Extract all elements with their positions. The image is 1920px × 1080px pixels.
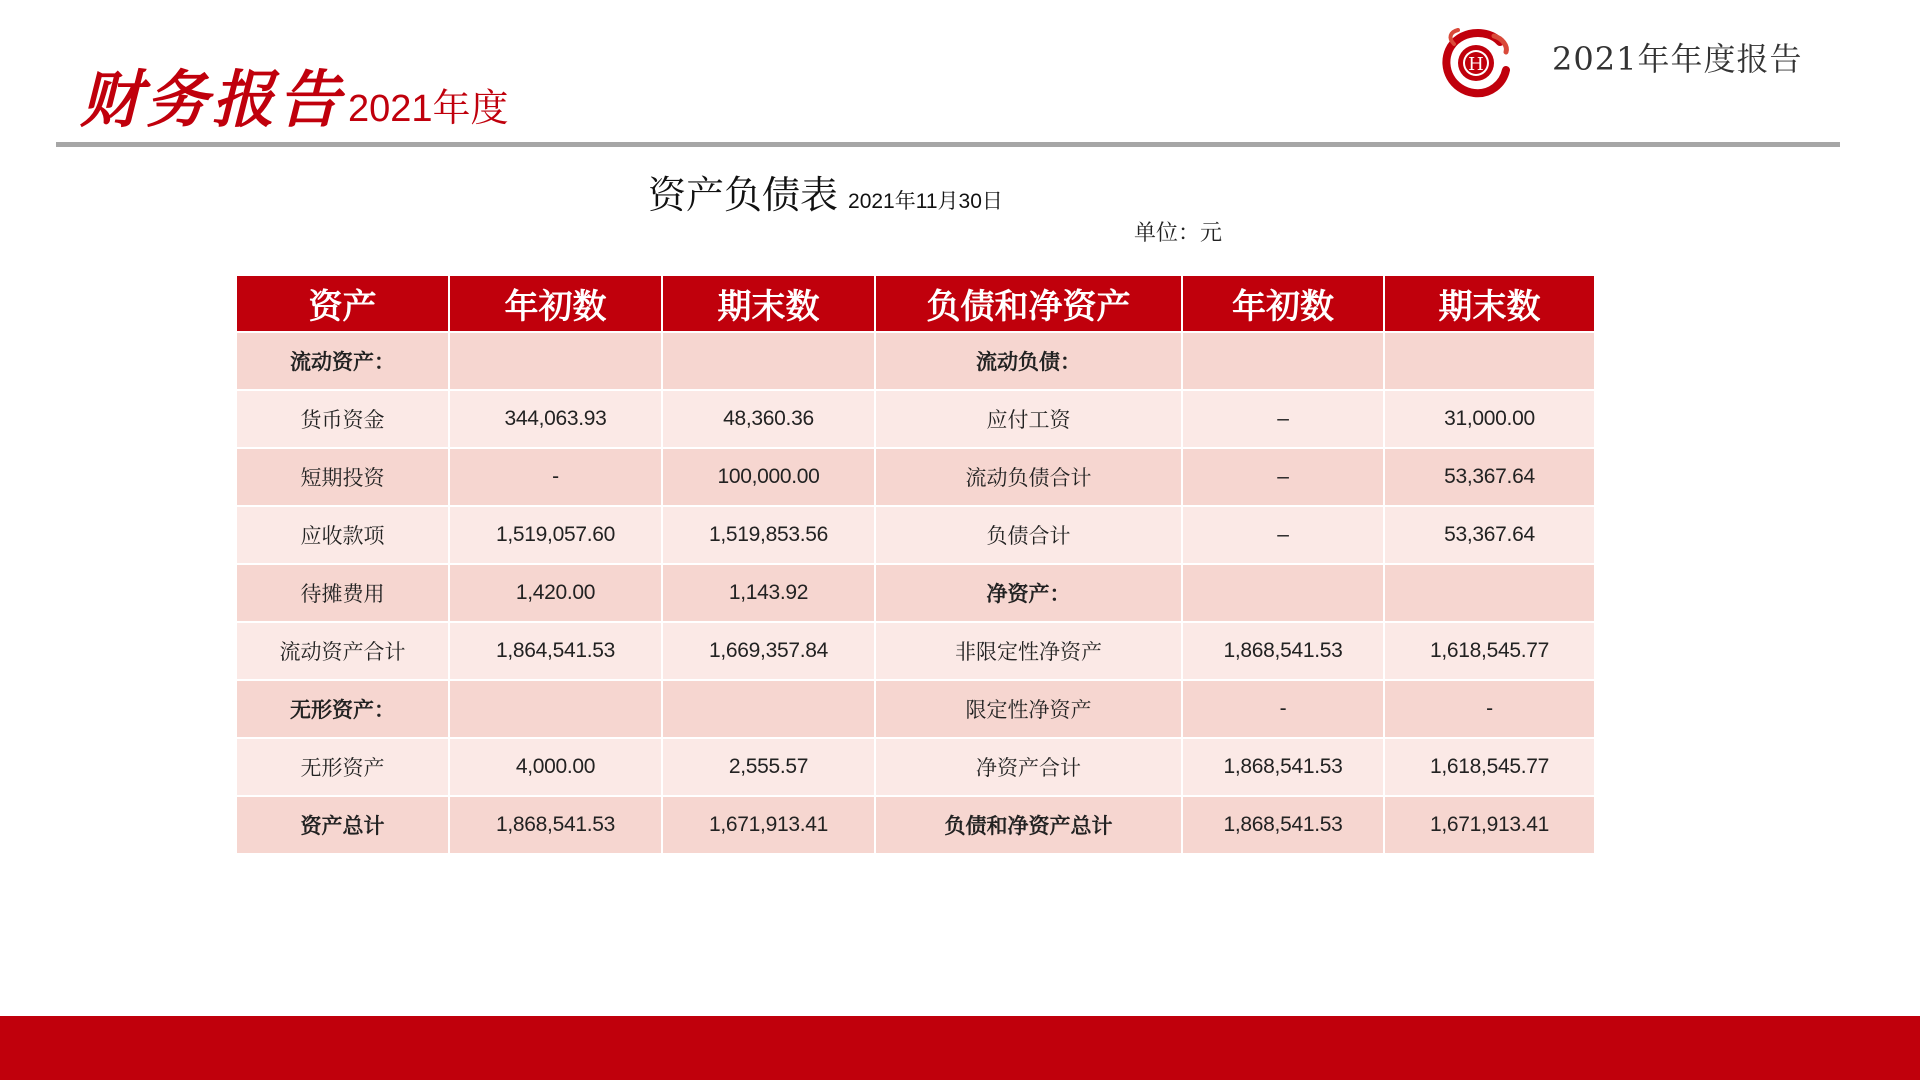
liability-label-cell: 净资产： (876, 565, 1181, 621)
asset-closing-cell: 100,000.00 (663, 449, 874, 505)
asset-opening-cell: 1,519,057.60 (450, 507, 661, 563)
balance-sheet-table (235, 274, 1596, 855)
liability-label-cell: 负债合计 (876, 507, 1181, 563)
header-assets: 资产 (237, 276, 448, 331)
liability-label-cell: 流动负债： (876, 333, 1181, 389)
liability-opening-cell (1183, 565, 1383, 621)
table-row (237, 449, 1594, 505)
asset-closing-cell: 48,360.36 (663, 391, 874, 447)
liability-closing-cell: 31,000.00 (1385, 391, 1594, 447)
liability-label-cell: 流动负债合计 (876, 449, 1181, 505)
liability-closing-cell (1385, 333, 1594, 389)
liability-closing-cell: - (1385, 681, 1594, 737)
asset-opening-cell (450, 681, 661, 737)
asset-label-cell: 应收款项 (237, 507, 448, 563)
asset-closing-cell: 2,555.57 (663, 739, 874, 795)
logo-emblem-icon (1440, 26, 1512, 98)
asset-label-cell: 无形资产 (237, 739, 448, 795)
liability-opening-cell: 1,868,541.53 (1183, 797, 1383, 853)
liability-label-cell: 负债和净资产总计 (876, 797, 1181, 853)
liability-label-cell: 限定性净资产 (876, 681, 1181, 737)
company-logo (1440, 26, 1512, 98)
liability-opening-cell: 1,868,541.53 (1183, 739, 1383, 795)
liability-opening-cell (1183, 333, 1383, 389)
asset-opening-cell (450, 333, 661, 389)
liability-label-cell: 净资产合计 (876, 739, 1181, 795)
report-title-year: 2021年度 (348, 88, 509, 130)
liability-opening-cell: – (1183, 449, 1383, 505)
balance-sheet-body (237, 333, 1594, 853)
liability-opening-cell: 1,868,541.53 (1183, 623, 1383, 679)
asset-closing-cell: 1,519,853.56 (663, 507, 874, 563)
sheet-date: 2021年11月30日 (848, 190, 1003, 213)
asset-label-cell: 短期投资 (237, 449, 448, 505)
asset-closing-cell (663, 333, 874, 389)
asset-label-cell: 流动资产合计 (237, 623, 448, 679)
asset-closing-cell: 1,669,357.84 (663, 623, 874, 679)
liability-closing-cell: 53,367.64 (1385, 449, 1594, 505)
liability-label-cell: 非限定性净资产 (876, 623, 1181, 679)
header-assets-closing: 期末数 (663, 276, 874, 331)
annual-report-label: 2021年年度报告 (1552, 40, 1803, 78)
asset-closing-cell: 1,671,913.41 (663, 797, 874, 853)
table-row (237, 507, 1594, 563)
header-liabilities-net-assets: 负债和净资产 (876, 276, 1181, 331)
table-header-row (237, 276, 1594, 331)
logo-letter: H (1468, 54, 1484, 75)
table-row (237, 681, 1594, 737)
liability-closing-cell: 53,367.64 (1385, 507, 1594, 563)
liability-closing-cell (1385, 565, 1594, 621)
sheet-title (648, 164, 1003, 219)
liability-closing-cell: 1,618,545.77 (1385, 739, 1594, 795)
liability-closing-cell: 1,618,545.77 (1385, 623, 1594, 679)
table-row (237, 565, 1594, 621)
asset-label-cell: 货币资金 (237, 391, 448, 447)
sheet-title-main: 资产负债表 (648, 173, 839, 217)
table-row (237, 333, 1594, 389)
header-liabilities-opening: 年初数 (1183, 276, 1383, 331)
asset-opening-cell: 1,864,541.53 (450, 623, 661, 679)
table-row (237, 739, 1594, 795)
table-row (237, 391, 1594, 447)
header-liabilities-closing: 期末数 (1385, 276, 1594, 331)
asset-opening-cell: 1,420.00 (450, 565, 661, 621)
liability-label-cell: 应付工资 (876, 391, 1181, 447)
header-divider (56, 142, 1840, 147)
liability-closing-cell: 1,671,913.41 (1385, 797, 1594, 853)
asset-opening-cell: - (450, 449, 661, 505)
liability-opening-cell: – (1183, 391, 1383, 447)
unit-label: 单位：元 (1134, 221, 1223, 246)
liability-opening-cell: – (1183, 507, 1383, 563)
table-row (237, 623, 1594, 679)
report-title (80, 50, 509, 136)
asset-closing-cell: 1,143.92 (663, 565, 874, 621)
asset-label-cell: 无形资产： (237, 681, 448, 737)
footer-band (0, 1016, 1920, 1080)
asset-label-cell: 流动资产： (237, 333, 448, 389)
asset-opening-cell: 344,063.93 (450, 391, 661, 447)
table-row (237, 797, 1594, 853)
report-title-main: 财务报告 (80, 63, 345, 136)
asset-opening-cell: 1,868,541.53 (450, 797, 661, 853)
liability-opening-cell: - (1183, 681, 1383, 737)
asset-opening-cell: 4,000.00 (450, 739, 661, 795)
header-assets-opening: 年初数 (450, 276, 661, 331)
asset-label-cell: 资产总计 (237, 797, 448, 853)
asset-label-cell: 待摊费用 (237, 565, 448, 621)
asset-closing-cell (663, 681, 874, 737)
